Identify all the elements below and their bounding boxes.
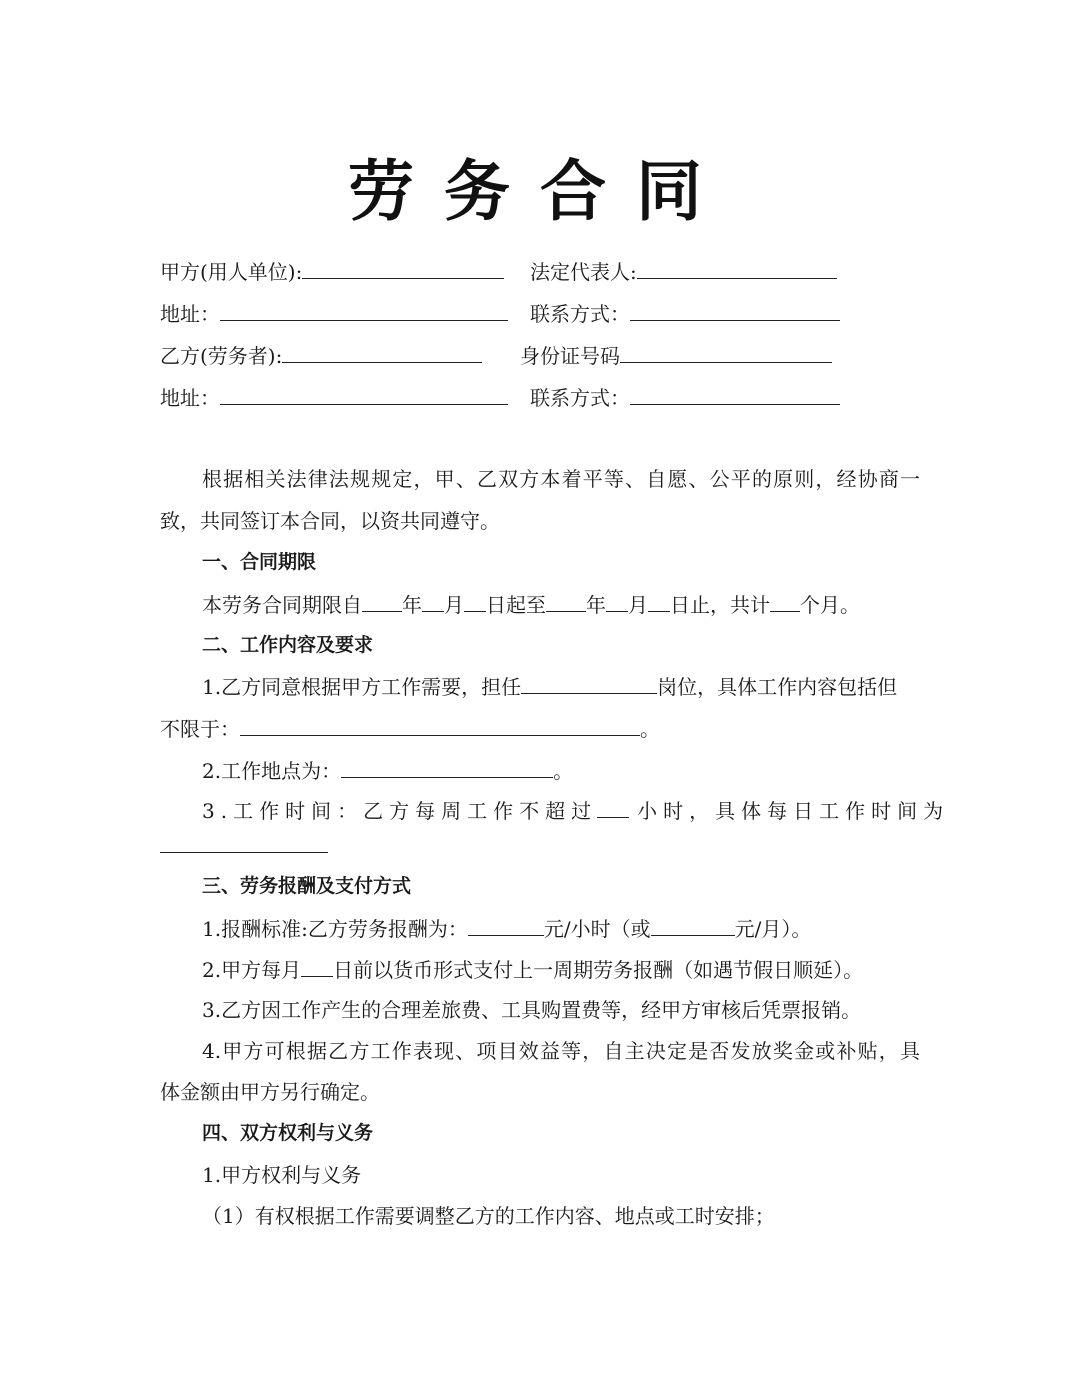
term-year-label: 年 [402, 593, 422, 617]
section-2-item-1 [202, 673, 897, 700]
job-text-d: 。 [640, 717, 660, 741]
party-b-contact-label: 联系方式： [530, 386, 630, 410]
end-year-blank[interactable] [546, 591, 586, 612]
pay-text-a: 1.报酬标准:乙方劳务报酬为： [202, 917, 468, 941]
term-months-label: 个月。 [800, 593, 860, 617]
id-label: 身份证号码 [520, 344, 620, 368]
id-blank[interactable] [620, 342, 832, 363]
id-row [520, 342, 832, 369]
start-month-blank[interactable] [422, 591, 444, 612]
term-month-label-2: 月 [628, 593, 648, 617]
section-4-heading: 四、双方权利与义务 [202, 1122, 374, 1144]
party-a-label: 甲方(用人单位): [160, 260, 303, 284]
months-blank[interactable] [770, 591, 800, 612]
section-4-item-1-1: （1）有权根据工作需要调整乙方的工作内容、地点或工时安排； [202, 1204, 775, 1228]
hourly-pay-blank[interactable] [468, 915, 544, 936]
party-b-row [160, 342, 482, 369]
hours-text-a: 3.工作时间：乙方每周工作不超过 [202, 799, 598, 823]
party-b-contact-row [530, 384, 840, 411]
job-text-c: 不限于： [160, 717, 240, 741]
hours-blank[interactable] [597, 797, 629, 818]
end-month-blank[interactable] [606, 591, 628, 612]
section-3-item-4-cont: 体金额由甲方另行确定。 [160, 1080, 380, 1104]
location-text: 2.工作地点为： [202, 759, 342, 783]
pay-day-blank[interactable] [301, 956, 333, 977]
section-4-item-1: 1.甲方权利与义务 [202, 1163, 362, 1187]
term-month-label: 月 [444, 593, 464, 617]
section-2-item-2 [202, 757, 573, 784]
pay-day-text-a: 2.甲方每月 [202, 958, 302, 982]
party-b-address-row [160, 384, 508, 411]
legal-rep-label: 法定代表人: [530, 260, 637, 284]
party-b-address-blank[interactable] [220, 384, 508, 405]
section-1-term-line [202, 591, 860, 618]
party-b-blank[interactable] [282, 342, 482, 363]
section-3-item-1 [202, 915, 811, 942]
section-2-heading: 二、工作内容及要求 [202, 634, 374, 656]
start-year-blank[interactable] [362, 591, 402, 612]
intro-line-1: 根据相关法律法规规定，甲、乙双方本着平等、自愿、公平的原则，经协商一 [202, 467, 920, 491]
position-blank[interactable] [521, 673, 657, 694]
location-end: 。 [553, 759, 574, 783]
party-b-contact-blank[interactable] [630, 384, 840, 405]
job-text-a: 1.乙方同意根据甲方工作需要，担任 [202, 675, 522, 699]
pay-day-text-b: 日前以货币形式支付上一周期劳务报酬（如遇节假日顺延）。 [333, 958, 864, 982]
party-a-row [160, 258, 504, 285]
party-a-address-label: 地址： [160, 302, 220, 326]
party-a-address-blank[interactable] [220, 300, 508, 321]
party-a-contact-row [530, 300, 840, 327]
section-2-item-3-cont [160, 832, 328, 859]
start-day-blank[interactable] [464, 591, 486, 612]
party-a-contact-blank[interactable] [630, 300, 840, 321]
party-a-blank[interactable] [302, 258, 504, 279]
daily-hours-blank[interactable] [160, 832, 328, 853]
section-2-item-1-cont [160, 715, 660, 742]
intro-line-2: 致，共同签订本合同，以资共同遵守。 [160, 509, 500, 533]
pay-text-c: 元/月）。 [734, 917, 812, 941]
term-year-label-2: 年 [586, 593, 606, 617]
pay-text-b: 元/小时（或 [543, 917, 651, 941]
term-text-start: 本劳务合同期限自 [202, 593, 362, 617]
job-content-blank[interactable] [240, 715, 640, 736]
section-3-item-3: 3.乙方因工作产生的合理差旅费、工具购置费等，经甲方审核后凭票报销。 [202, 998, 862, 1022]
hours-text-b: 小时，具体每日工作时间为 [637, 799, 950, 823]
party-a-contact-label: 联系方式： [530, 302, 630, 326]
job-text-b: 岗位，具体工作内容包括但 [657, 675, 898, 699]
term-total-label: 日止，共计 [670, 593, 770, 617]
monthly-pay-blank[interactable] [651, 915, 735, 936]
section-3-item-4: 4.甲方可根据乙方工作表现、项目效益等，自主决定是否发放奖金或补贴，具 [202, 1039, 920, 1063]
section-3-heading: 三、劳务报酬及支付方式 [202, 875, 412, 897]
section-3-item-2 [202, 956, 863, 983]
legal-rep-blank[interactable] [637, 258, 837, 279]
end-day-blank[interactable] [648, 591, 670, 612]
location-blank[interactable] [341, 757, 553, 778]
party-a-address-row [160, 300, 508, 327]
party-b-address-label: 地址： [160, 386, 220, 410]
party-b-label: 乙方(劳务者): [160, 344, 283, 368]
section-2-item-3 [202, 797, 950, 824]
term-to-label: 日起至 [486, 593, 546, 617]
document-title: 劳务合同 [348, 153, 732, 230]
section-1-heading: 一、合同期限 [202, 551, 317, 573]
legal-rep-row [530, 258, 837, 285]
